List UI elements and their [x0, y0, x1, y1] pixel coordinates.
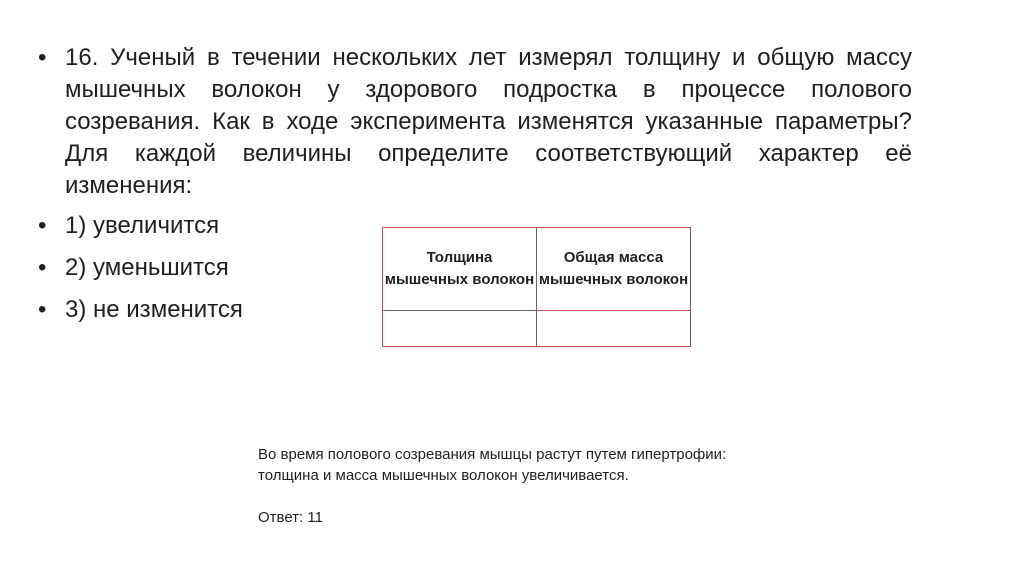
option-label: 3) не изменится: [65, 296, 243, 323]
bullet-dot: •: [38, 254, 47, 281]
option-item-2: [38, 252, 395, 284]
table-answer-row: [383, 311, 691, 347]
option-label: 2) уменьшится: [65, 254, 229, 281]
table-header-row: [383, 228, 691, 311]
header-fiber-mass: Общая масса мышечных волокон: [537, 228, 691, 311]
answer-table: [382, 227, 691, 347]
header-fiber-thickness: Толщина мышечных волокон: [383, 228, 537, 311]
answer-cell-mass[interactable]: [537, 311, 691, 347]
bullet-dot: •: [38, 44, 47, 71]
option-item-3: [38, 294, 395, 326]
option-label: 1) увеличится: [65, 212, 220, 239]
question-item: [38, 42, 912, 202]
explanation-note: [258, 444, 728, 528]
bullet-dot: •: [38, 212, 47, 239]
option-item-1: [38, 210, 395, 242]
question-text: 16. Ученый в течении нескольких лет измерял толщину и общую массу мышечных волокон у здорового подростка в процессе полового созревания. Как в ходе эксперимента изменятся указанные параметры? Для каждой величины определите соответствующий характер её изменения:: [65, 44, 912, 199]
answer-text: Ответ: 11: [258, 509, 323, 526]
answer-cell-thickness[interactable]: [383, 311, 537, 347]
bullet-dot: •: [38, 296, 47, 323]
explanation-text: Во время полового созревания мышцы растут путем гипертрофии: толщина и масса мышечных волокон увеличивается.: [258, 446, 727, 484]
